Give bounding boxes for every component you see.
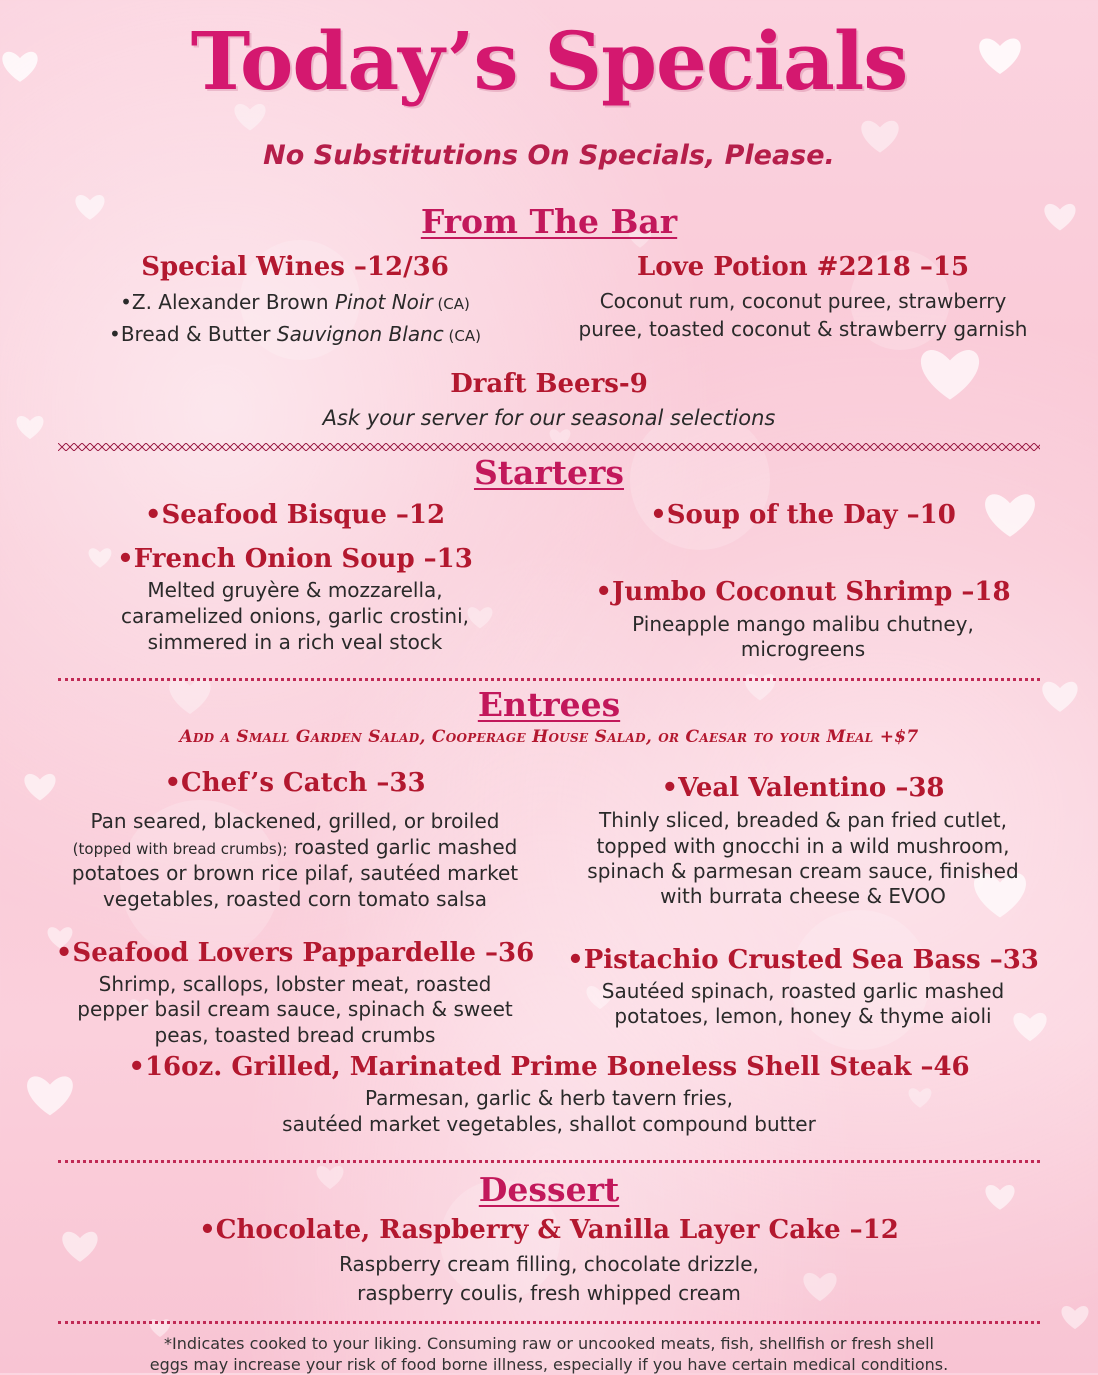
seafood-bisque-name: •Seafood Bisque –12 xyxy=(144,500,446,530)
pappardelle-name: •Seafood Lovers Pappardelle –36 xyxy=(55,938,535,968)
section-heading-starters: Starters xyxy=(473,453,625,492)
wine-2-bullet: •Bread & Butter xyxy=(109,322,277,346)
chefs-catch-name: •Chef’s Catch –33 xyxy=(164,768,426,798)
chefs-catch-topping-note: (topped with bread crumbs); xyxy=(72,840,288,858)
sea-bass-desc-2: potatoes, lemon, honey & thyme aioli xyxy=(614,1004,992,1028)
entrees-salad-note: Add a Small Garden Salad, Cooperage House Salad, or Caesar to your Meal +$7 xyxy=(179,727,919,747)
dotted-divider-2 xyxy=(58,1160,1040,1163)
love-potion-name: Love Potion #2218 –15 xyxy=(636,252,970,282)
chefs-catch-desc-1: Pan seared, blackened, grilled, or broiled xyxy=(90,809,500,833)
draft-beers-desc: Ask your server for our seasonal selections xyxy=(322,406,776,430)
pappardelle-desc-3: peas, toasted bread crumbs xyxy=(154,1023,436,1047)
chefs-catch-desc-4: vegetables, roasted corn tomato salsa xyxy=(102,887,488,911)
layer-cake-desc-1: Raspberry cream filling, chocolate drizzle, xyxy=(339,1252,759,1276)
french-onion-desc-2: caramelized onions, garlic crostini, xyxy=(120,604,470,628)
wine-1-bullet: •Z. Alexander Brown xyxy=(120,290,335,314)
wine-2-varietal: Sauvignon Blanc xyxy=(276,322,444,346)
soup-of-day-name: •Soup of the Day –10 xyxy=(650,500,956,530)
veal-valentino-desc-2: topped with gnocchi in a wild mushroom, xyxy=(596,834,1010,858)
page-subtitle: No Substitutions On Specials, Please. xyxy=(263,140,835,171)
shell-steak-desc-2: sautéed market vegetables, shallot compound butter xyxy=(282,1112,816,1136)
wine-2-region: (CA) xyxy=(443,327,481,345)
allergy-disclaimer-2: eggs may increase your risk of food borne illness, especially if you have certain medical conditions. xyxy=(149,1355,949,1374)
dotted-divider-1 xyxy=(58,678,1040,681)
sea-bass-name: •Pistachio Crusted Sea Bass –33 xyxy=(567,945,1039,975)
french-onion-desc-3: simmered in a rich veal stock xyxy=(147,630,443,654)
shell-steak-name: •16oz. Grilled, Marinated Prime Boneless Shell Steak –46 xyxy=(128,1052,970,1082)
sea-bass-desc-1: Sautéed spinach, roasted garlic mashed xyxy=(601,979,1005,1003)
wine-1-varietal: Pinot Noir xyxy=(334,290,433,314)
coconut-shrimp-name: •Jumbo Coconut Shrimp –18 xyxy=(595,577,1011,607)
allergy-disclaimer-1: *Indicates cooked to your liking. Consuming raw or uncooked meats, fish, shellfish or fresh shell xyxy=(164,1334,934,1353)
coconut-shrimp-desc-2: microgreens xyxy=(740,637,866,661)
section-heading-bar: From The Bar xyxy=(420,202,678,241)
zigzag-divider xyxy=(58,443,1040,451)
chefs-catch-desc-3: potatoes or brown rice pilaf, sautéed market xyxy=(71,861,519,885)
wine-line-2 xyxy=(40,321,550,349)
shell-steak-desc-1: Parmesan, garlic & herb tavern fries, xyxy=(364,1086,734,1110)
coconut-shrimp-desc-1: Pineapple mango malibu chutney, xyxy=(632,612,974,636)
chefs-catch-desc-2-rest: roasted garlic mashed xyxy=(287,835,518,859)
french-onion-desc-1: Melted gruyère & mozzarella, xyxy=(147,578,443,602)
wine-1-region: (CA) xyxy=(432,295,470,313)
love-potion-desc-1: Coconut rum, coconut puree, strawberry xyxy=(599,289,1007,313)
section-heading-dessert: Dessert xyxy=(478,1170,620,1209)
special-wines-name: Special Wines –12/36 xyxy=(141,252,449,282)
layer-cake-name: •Chocolate, Raspberry & Vanilla Layer Cake –12 xyxy=(199,1215,899,1245)
draft-beers-name: Draft Beers-9 xyxy=(450,369,648,399)
veal-valentino-desc-3: spinach & parmesan cream sauce, finished xyxy=(587,859,1019,883)
layer-cake-desc-2: raspberry coulis, fresh whipped cream xyxy=(357,1281,741,1305)
section-heading-entrees: Entrees xyxy=(477,685,621,724)
veal-valentino-desc-1: Thinly sliced, breaded & pan fried cutlet, xyxy=(599,808,1007,832)
pappardelle-desc-2: pepper basil cream sauce, spinach & sweet xyxy=(77,997,513,1021)
pappardelle-desc-1: Shrimp, scallops, lobster meat, roasted xyxy=(98,972,492,996)
dotted-divider-3 xyxy=(58,1321,1040,1324)
wine-line-1 xyxy=(40,289,550,317)
french-onion-name: •French Onion Soup –13 xyxy=(117,544,473,574)
veal-valentino-name: •Veal Valentino –38 xyxy=(661,773,945,803)
page-title: Today’s Specials xyxy=(190,14,908,108)
veal-valentino-desc-4: with burrata cheese & EVOO xyxy=(660,884,946,908)
chefs-catch-desc-2 xyxy=(40,834,550,862)
love-potion-desc-2: puree, toasted coconut & strawberry garnish xyxy=(578,317,1028,341)
